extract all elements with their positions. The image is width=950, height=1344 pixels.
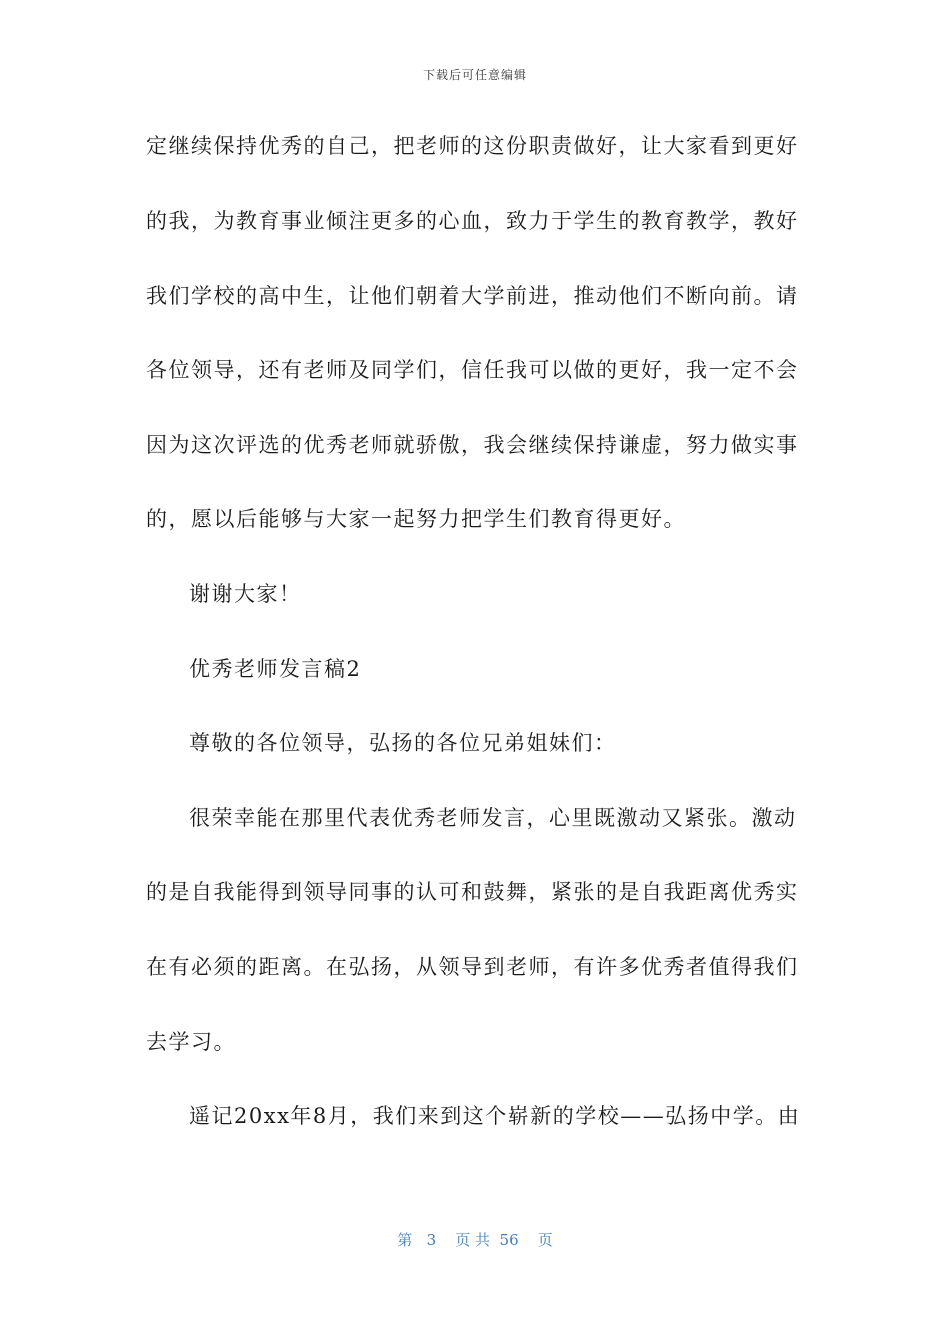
footer-label-ye: 页: [537, 1231, 553, 1249]
body-line-8: 的是自我能得到领导同事的认可和鼓舞，紧张的是自我距离优秀实: [146, 880, 799, 904]
page-header: 下载后可任意编辑: [422, 68, 527, 82]
footer-total-pages: 56: [499, 1231, 519, 1249]
body-line-1: 定继续保持优秀的自己，把老师的这份职责做好，让大家看到更好: [146, 134, 799, 158]
section-title: 优秀老师发言稿2: [189, 657, 362, 681]
body-line-7: 很荣幸能在那里代表优秀老师发言，心里既激动又紧张。激动: [189, 806, 797, 830]
body-line-5: 因为这次评选的优秀老师就骄傲，我会继续保持谦虚，努力做实事: [146, 433, 799, 457]
body-line-4: 各位领导，还有老师及同学们，信任我可以做的更好，我一定不会: [146, 358, 799, 382]
page-footer: [0, 1229, 950, 1250]
closing-thanks: 谢谢大家！: [189, 582, 302, 606]
footer-label-di: 第: [397, 1231, 413, 1249]
body-line-3: 我们学校的高中生，让他们朝着大学前进，推动他们不断向前。请: [146, 284, 799, 308]
body-line-11: 遥记20xx年8月，我们来到这个崭新的学校——弘扬中学。由: [189, 1104, 801, 1128]
footer-label-ye-gong: 页 共: [455, 1231, 490, 1249]
body-line-10: 去学习。: [146, 1030, 236, 1054]
salutation: 尊敬的各位领导，弘扬的各位兄弟姐妹们：: [189, 731, 617, 755]
body-line-2: 的我，为教育事业倾注更多的心血，致力于学生的教育教学，教好: [146, 209, 799, 233]
footer-current-page: 3: [426, 1231, 437, 1249]
body-line-9: 在有必须的距离。在弘扬，从领导到老师，有许多优秀者值得我们: [146, 955, 799, 979]
body-line-6: 的，愿以后能够与大家一起努力把学生们教育得更好。: [146, 507, 686, 531]
